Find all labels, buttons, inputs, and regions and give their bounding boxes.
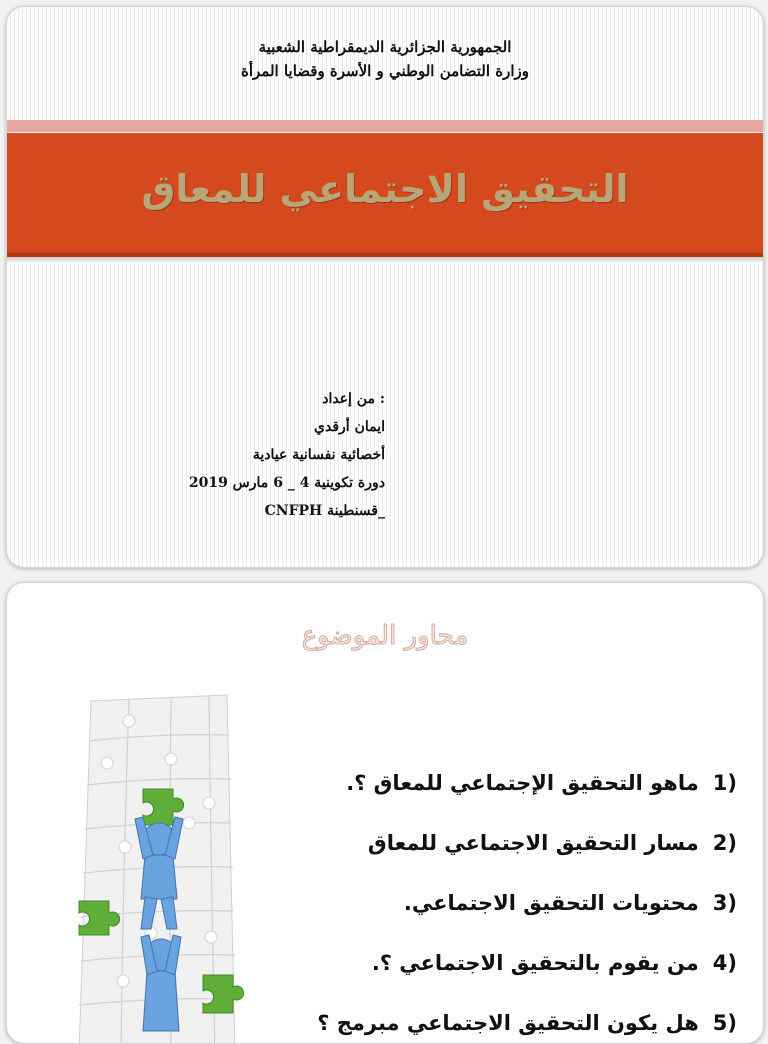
slide-title: التحقيق الاجتماعي للمعاق bbox=[141, 167, 629, 211]
prepared-by-label: : من إعداد bbox=[322, 391, 385, 407]
author-block bbox=[125, 385, 385, 525]
header-line-2: وزارة التضامن الوطني و الأسرة وقضايا المرأة bbox=[241, 62, 529, 80]
accent-bar bbox=[7, 120, 763, 132]
topics-list bbox=[257, 753, 737, 1044]
list-item bbox=[257, 753, 737, 813]
list-item bbox=[257, 873, 737, 933]
title-slide bbox=[6, 6, 764, 568]
puzzle-teamwork-illustration bbox=[59, 693, 259, 1044]
author-name: ايمان أرقدي bbox=[314, 419, 385, 435]
course-info: دورة تكوينية 4 _ 6 مارس 2019 bbox=[188, 475, 385, 491]
list-item bbox=[257, 933, 737, 993]
item-text: من يقوم بالتحقيق الاجتماعي ؟. bbox=[371, 951, 699, 975]
item-text: هل يكون التحقيق الاجتماعي مبرمج ؟ bbox=[317, 1011, 699, 1035]
item-number: (2 bbox=[712, 831, 737, 855]
item-number: (5 bbox=[712, 1011, 737, 1035]
item-text: ماهو التحقيق الإجتماعي للمعاق ؟. bbox=[346, 771, 699, 795]
header-line-1: الجمهورية الجزائرية الديمقراطية الشعبية bbox=[258, 38, 512, 56]
topics-slide bbox=[6, 582, 764, 1044]
item-text: محتويات التحقيق الاجتماعي. bbox=[403, 891, 699, 915]
place-info: _قسنطينة CNFPH bbox=[264, 503, 385, 519]
title-band-shadow bbox=[7, 257, 763, 263]
item-number: (4 bbox=[712, 951, 737, 975]
item-text: مسار التحقيق الاجتماعي للمعاق bbox=[367, 831, 699, 855]
list-item bbox=[257, 993, 737, 1044]
topics-title: محاور الموضوع bbox=[301, 621, 469, 651]
ministry-header bbox=[7, 35, 763, 83]
list-item bbox=[257, 813, 737, 873]
item-number: (3 bbox=[712, 891, 737, 915]
title-band bbox=[7, 133, 763, 257]
author-role: أخصائية نفسانية عيادية bbox=[252, 447, 385, 463]
item-number: (1 bbox=[712, 771, 737, 795]
